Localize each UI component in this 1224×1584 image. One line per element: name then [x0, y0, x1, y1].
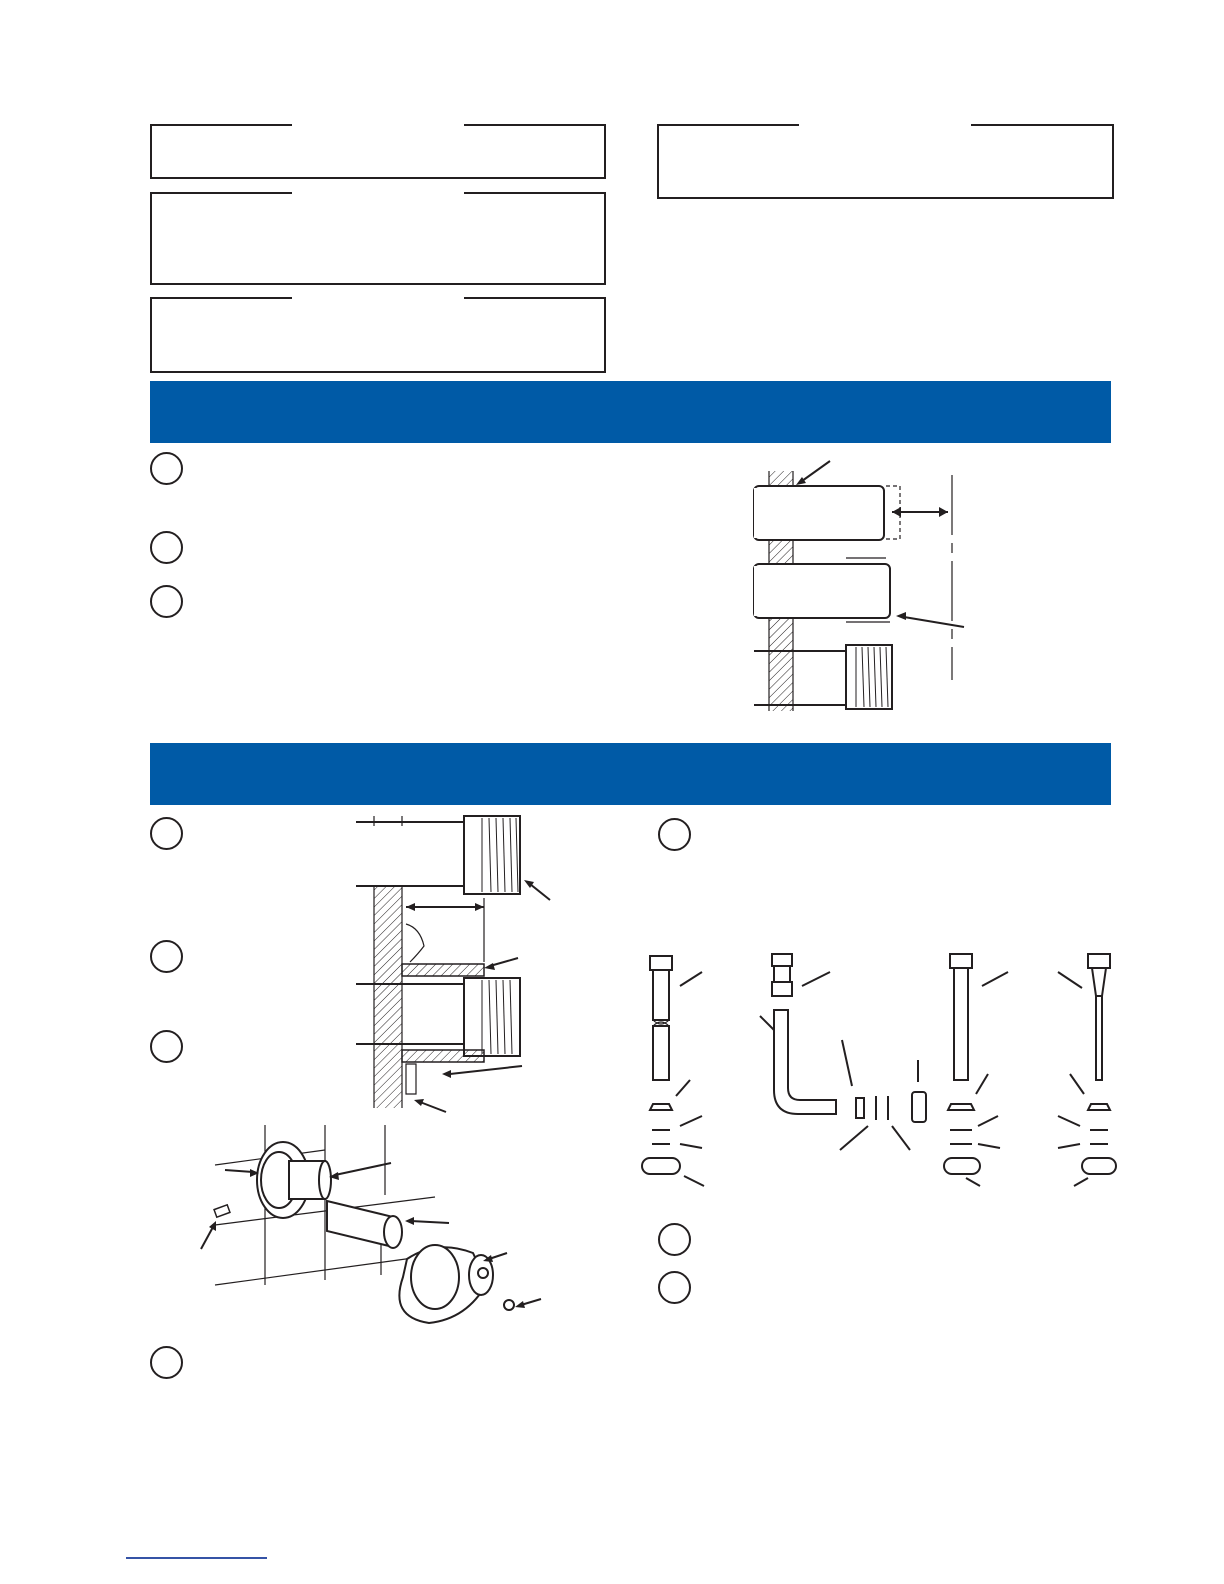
- section-band-2: [150, 743, 1111, 805]
- notice-text: [152, 194, 604, 222]
- notice-box-1: [150, 124, 606, 179]
- notice-text: [152, 299, 604, 327]
- tube-parts-diagram: [630, 950, 1120, 1195]
- step-circle: [150, 531, 183, 564]
- step-circle: [150, 940, 183, 973]
- notice-box-3: [150, 297, 606, 373]
- footer-rule: [126, 1557, 267, 1559]
- notice-text: [152, 126, 604, 154]
- notice-box-2: [150, 192, 606, 285]
- wall-flange-diagram: [350, 812, 560, 1112]
- notice-text: [659, 126, 1112, 154]
- exploded-fitting-diagram: [195, 1125, 555, 1325]
- step-circle: [658, 1223, 691, 1256]
- step-circle: [150, 1030, 183, 1063]
- step-circle: [658, 818, 691, 851]
- step-circle: [658, 1271, 691, 1304]
- step-circle: [150, 1346, 183, 1379]
- step-circle: [150, 585, 183, 618]
- step-circle: [150, 817, 183, 850]
- pipe-cut-diagram: [740, 455, 980, 715]
- notice-box-4: [657, 124, 1114, 199]
- step-circle: [150, 452, 183, 485]
- section-band-1: [150, 381, 1111, 443]
